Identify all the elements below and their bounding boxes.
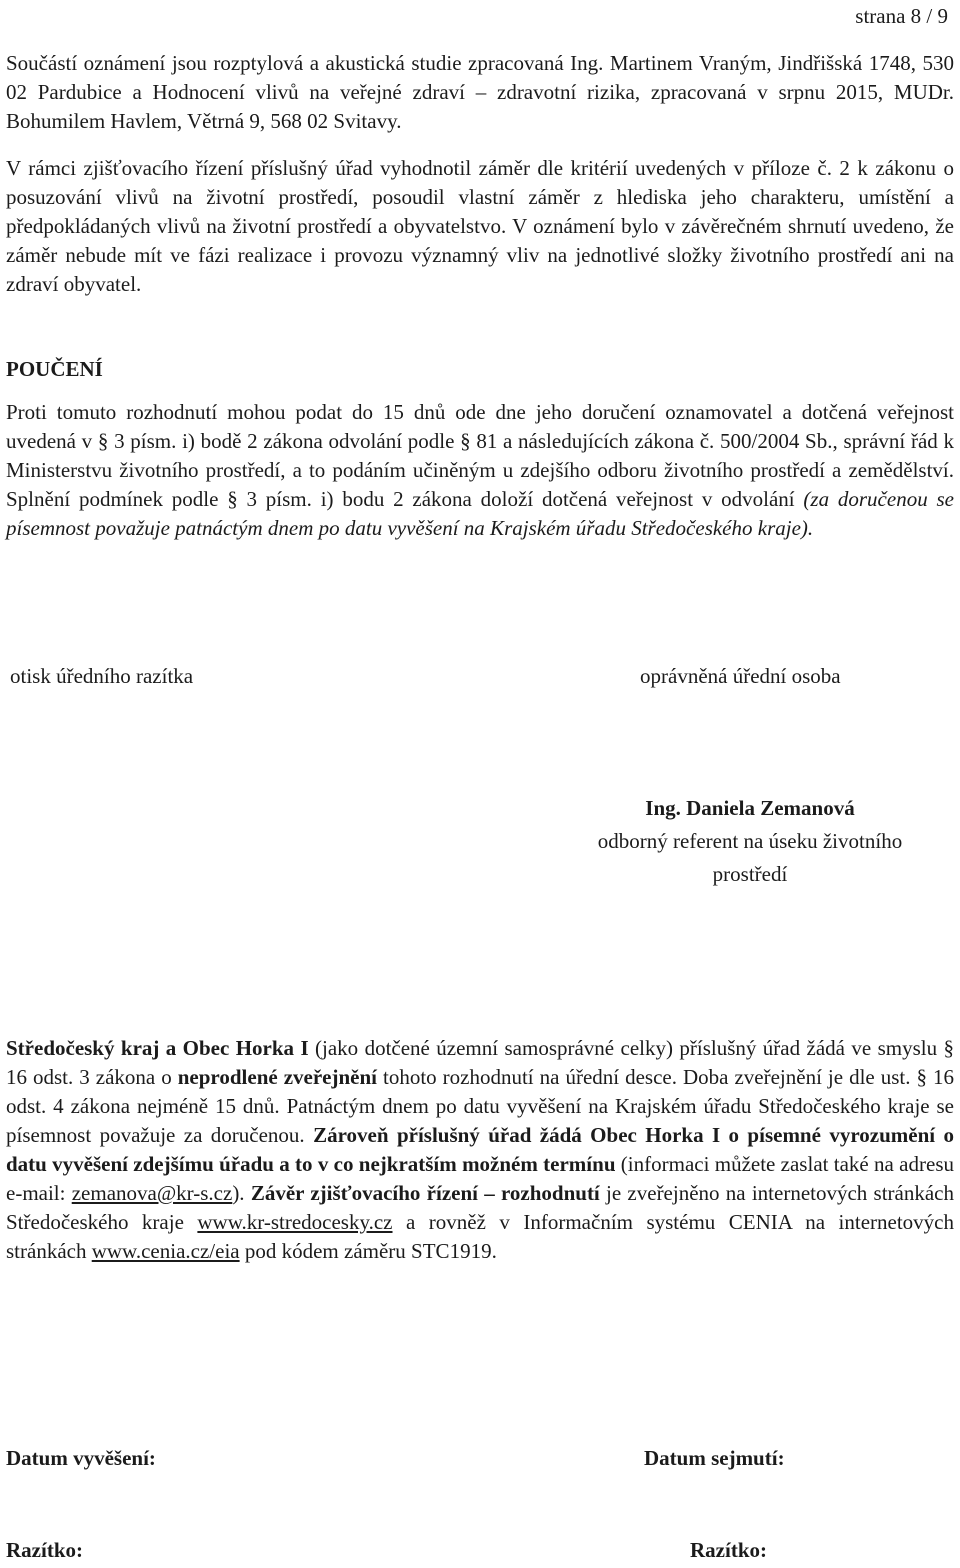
- instruction-paragraph: [6, 398, 954, 543]
- intro-paragraph: Součástí oznámení jsou rozptylová a akustická studie zpracovaná Ing. Martinem Vraným, Jindřišská 1748, 530 02 Pardubice a Hodnocení vlivů na veřejné zdraví – zdravotní rizika, zpracovaná v srpnu 2015, MUDr. Bohumilem Havlem, Větrná 9, 568 02 Svitavy.: [6, 51, 954, 133]
- removed-date-label: Datum sejmutí:: [644, 1446, 785, 1470]
- notice-recipients: Středočeský kraj a Obec Horka I: [6, 1036, 309, 1060]
- notice-conclusion: Závěr zjišťovacího řízení – rozhodnutí: [250, 1181, 600, 1205]
- notice-request: Zároveň příslušný úřad žádá Obec Horka I o písemné vyrozumění o datu vyvěšení zdejšímu úřadu a to v co nejkratším možném termínu: [6, 1123, 954, 1176]
- authorized-person-label: oprávněná úřední osoba: [640, 664, 841, 688]
- stamp-right-label: Razítko:: [690, 1538, 767, 1562]
- page-number: strana 8 / 9: [855, 4, 948, 28]
- instruction-text: Proti tomuto rozhodnutí mohou podat do 15 dnů ode dne jeho doručení oznamovatel a dotčená veřejnost uvedená v § 3 písm. i) bodě 2 zákona odvolání podle § 81 a následujících zákona č. 500/2004 Sb., správní řád k Ministerstvu životního prostředí, a to podáním učiněným u zdejšího odboru životního prostředí a zemědělství. Splnění podmínek podle § 3 písm. i) bodu 2 zákona doloží dotčená veřejnost v odvolání: [6, 400, 954, 511]
- instruction-italic-note: (za doručenou se písemnost považuje patnáctým dnem po datu vyvěšení na Krajském úřadu Středočeského kraje).: [6, 487, 954, 540]
- official-signature-block: [570, 792, 930, 891]
- stamp-label: otisk úředního razítka: [10, 664, 194, 688]
- notice-text-4: ).: [232, 1181, 251, 1205]
- official-role-line2: prostředí: [712, 862, 788, 886]
- stamp-left-label: Razítko:: [6, 1538, 83, 1562]
- notice-immediate-publication: neprodlené zveřejnění: [177, 1065, 377, 1089]
- notice-text-2: tohoto rozhodnutí na úřední desce. Doba zveřejnění je dle ust. § 16 odst. 4 zákona nejméně 15 dnů. Patnáctým dnem po datu vyvěšení na Krajském úřadu Středočeského kraje se písemnost považuje za doručenou.: [6, 1065, 954, 1147]
- notice-text-7: pod kódem záměru STC1919.: [239, 1239, 497, 1263]
- notice-text-6: a rovněž v Informačním systému CENIA na internetových stránkách: [6, 1210, 954, 1263]
- instruction-heading: POUČENÍ: [6, 357, 103, 381]
- notice-text-5: je zveřejněno na internetových stránkách Středočeského kraje: [6, 1181, 955, 1234]
- official-role-line1: odborný referent na úseku životního: [597, 829, 903, 853]
- evaluation-paragraph: V rámci zjišťovacího řízení příslušný úřad vyhodnotil záměr dle kritérií uvedených v příloze č. 2 k zákonu o posuzování vlivů na životní prostředí, posoudil vlastní záměr z hlediska jeho charakteru, umístění a předpokládaných vlivů na životní prostředí a obyvatelstvo. V oznámení bylo v závěrečném shrnutí uvedeno, že záměr nebude mít ve fázi realizace i provozu významný vliv na jednotlivé složky životního prostředí ani na zdraví obyvatel.: [6, 156, 954, 296]
- email-link[interactable]: zemanova@kr-s.cz: [71, 1181, 233, 1205]
- official-name: Ing. Daniela Zemanová: [645, 796, 855, 820]
- publication-notice-paragraph: [6, 1034, 954, 1266]
- notice-text-3: (informaci můžete zaslat také na adresu e-mail:: [6, 1152, 954, 1205]
- cenia-link[interactable]: www.cenia.cz/eia: [91, 1239, 240, 1263]
- kr-stredocesky-link[interactable]: www.kr-stredocesky.cz: [197, 1210, 393, 1234]
- posted-date-label: Datum vyvěšení:: [6, 1446, 156, 1470]
- notice-text-1: (jako dotčené územní samosprávné celky) příslušný úřad žádá ve smyslu § 16 odst. 3 zákona o: [6, 1036, 954, 1089]
